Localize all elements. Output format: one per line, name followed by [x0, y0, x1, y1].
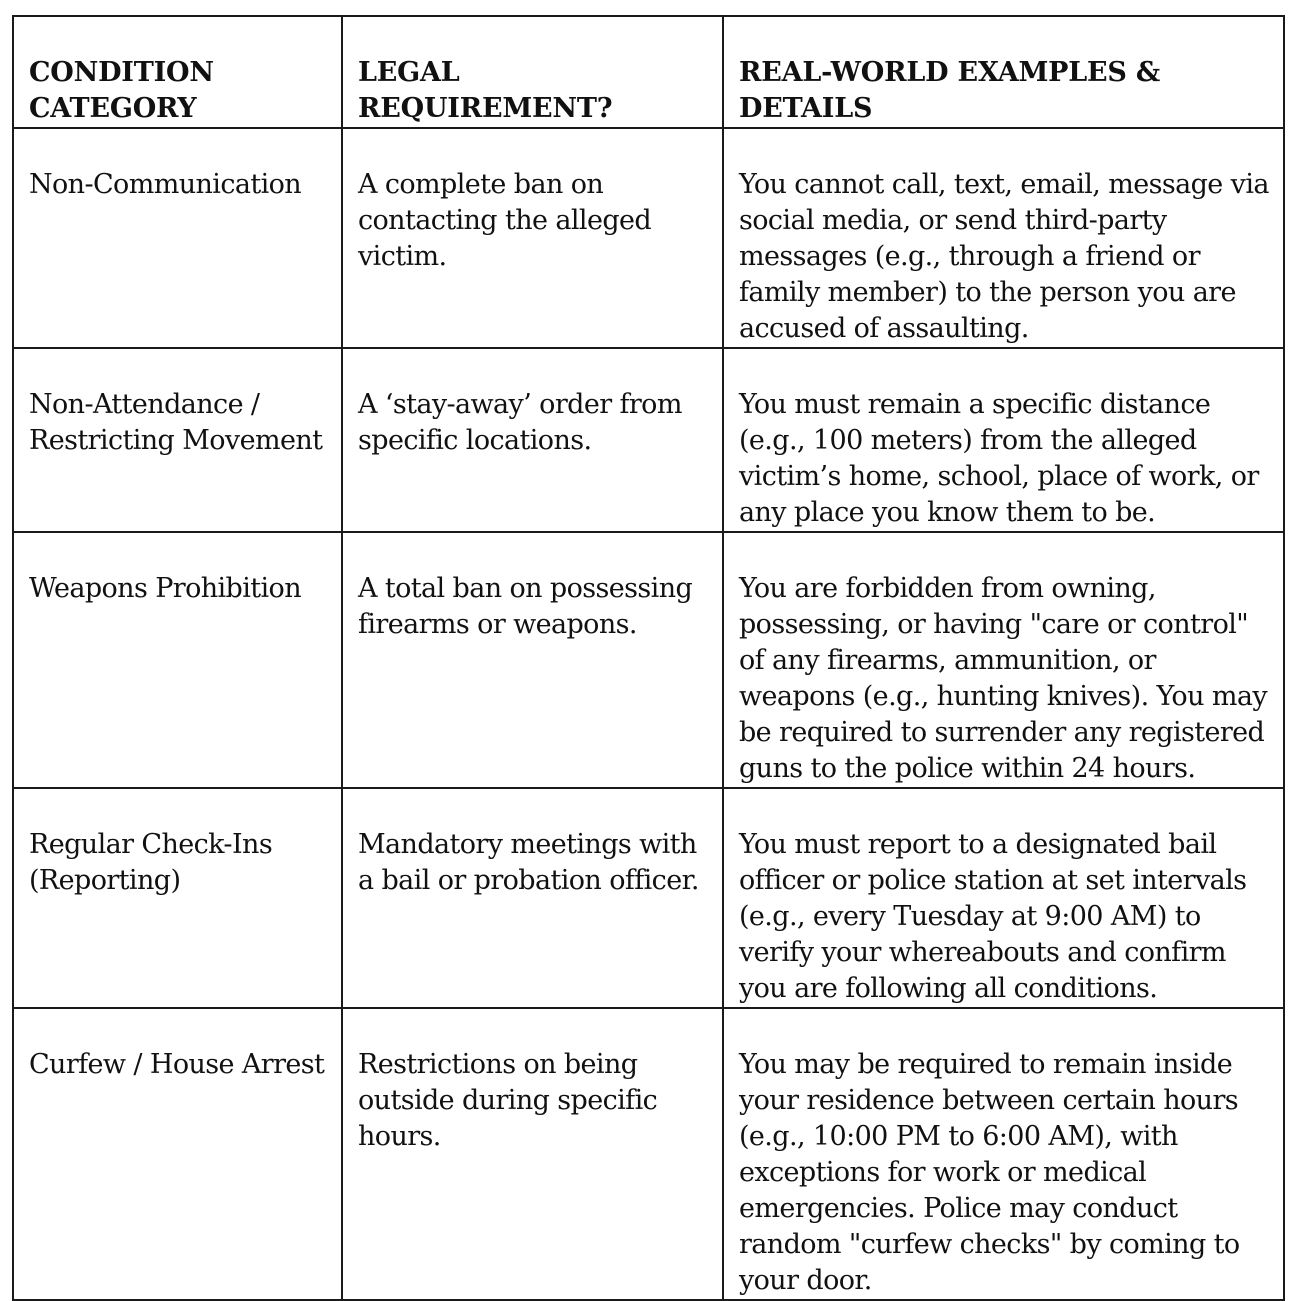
requirement-cell: A total ban on possessing firearms or weapons.: [342, 532, 723, 788]
category-cell: Non-Attendance / Restricting Movement: [13, 348, 342, 532]
table-row: [13, 532, 1284, 788]
table-row: [13, 128, 1284, 348]
requirement-cell: A ‘stay-away’ order from specific locations.: [342, 348, 723, 532]
header-condition-category: CONDITION CATEGORY: [13, 16, 342, 128]
conditions-table: [12, 15, 1285, 1301]
details-cell: You are forbidden from owning, possessing, or having "care or control" of any firearms, ammunition, or weapons (e.g., hunting knives). You may be required to surrender any registered guns to the police within 24 hours.: [723, 532, 1284, 788]
table-row: [13, 1008, 1284, 1300]
category-cell: Regular Check-Ins (Reporting): [13, 788, 342, 1008]
table-header-row: [13, 16, 1284, 128]
details-cell: You may be required to remain inside your residence between certain hours (e.g., 10:00 PM to 6:00 AM), with exceptions for work or medical emergencies. Police may conduct random "curfew checks" by coming to your door.: [723, 1008, 1284, 1300]
category-cell: Curfew / House Arrest: [13, 1008, 342, 1300]
header-legal-requirement: LEGAL REQUIREMENT?: [342, 16, 723, 128]
category-cell: Non-Communication: [13, 128, 342, 348]
category-cell: Weapons Prohibition: [13, 532, 342, 788]
table-row: [13, 788, 1284, 1008]
requirement-cell: Mandatory meetings with a bail or probation officer.: [342, 788, 723, 1008]
header-real-world-examples: REAL-WORLD EXAMPLES & DETAILS: [723, 16, 1284, 128]
requirement-cell: A complete ban on contacting the alleged victim.: [342, 128, 723, 348]
requirement-cell: Restrictions on being outside during specific hours.: [342, 1008, 723, 1300]
details-cell: You must report to a designated bail officer or police station at set intervals (e.g., every Tuesday at 9:00 AM) to verify your whereabouts and confirm you are following all conditions.: [723, 788, 1284, 1008]
details-cell: You cannot call, text, email, message via social media, or send third-party messages (e.g., through a friend or family member) to the person you are accused of assaulting.: [723, 128, 1284, 348]
details-cell: You must remain a specific distance (e.g., 100 meters) from the alleged victim’s home, school, place of work, or any place you know them to be.: [723, 348, 1284, 532]
table-row: [13, 348, 1284, 532]
